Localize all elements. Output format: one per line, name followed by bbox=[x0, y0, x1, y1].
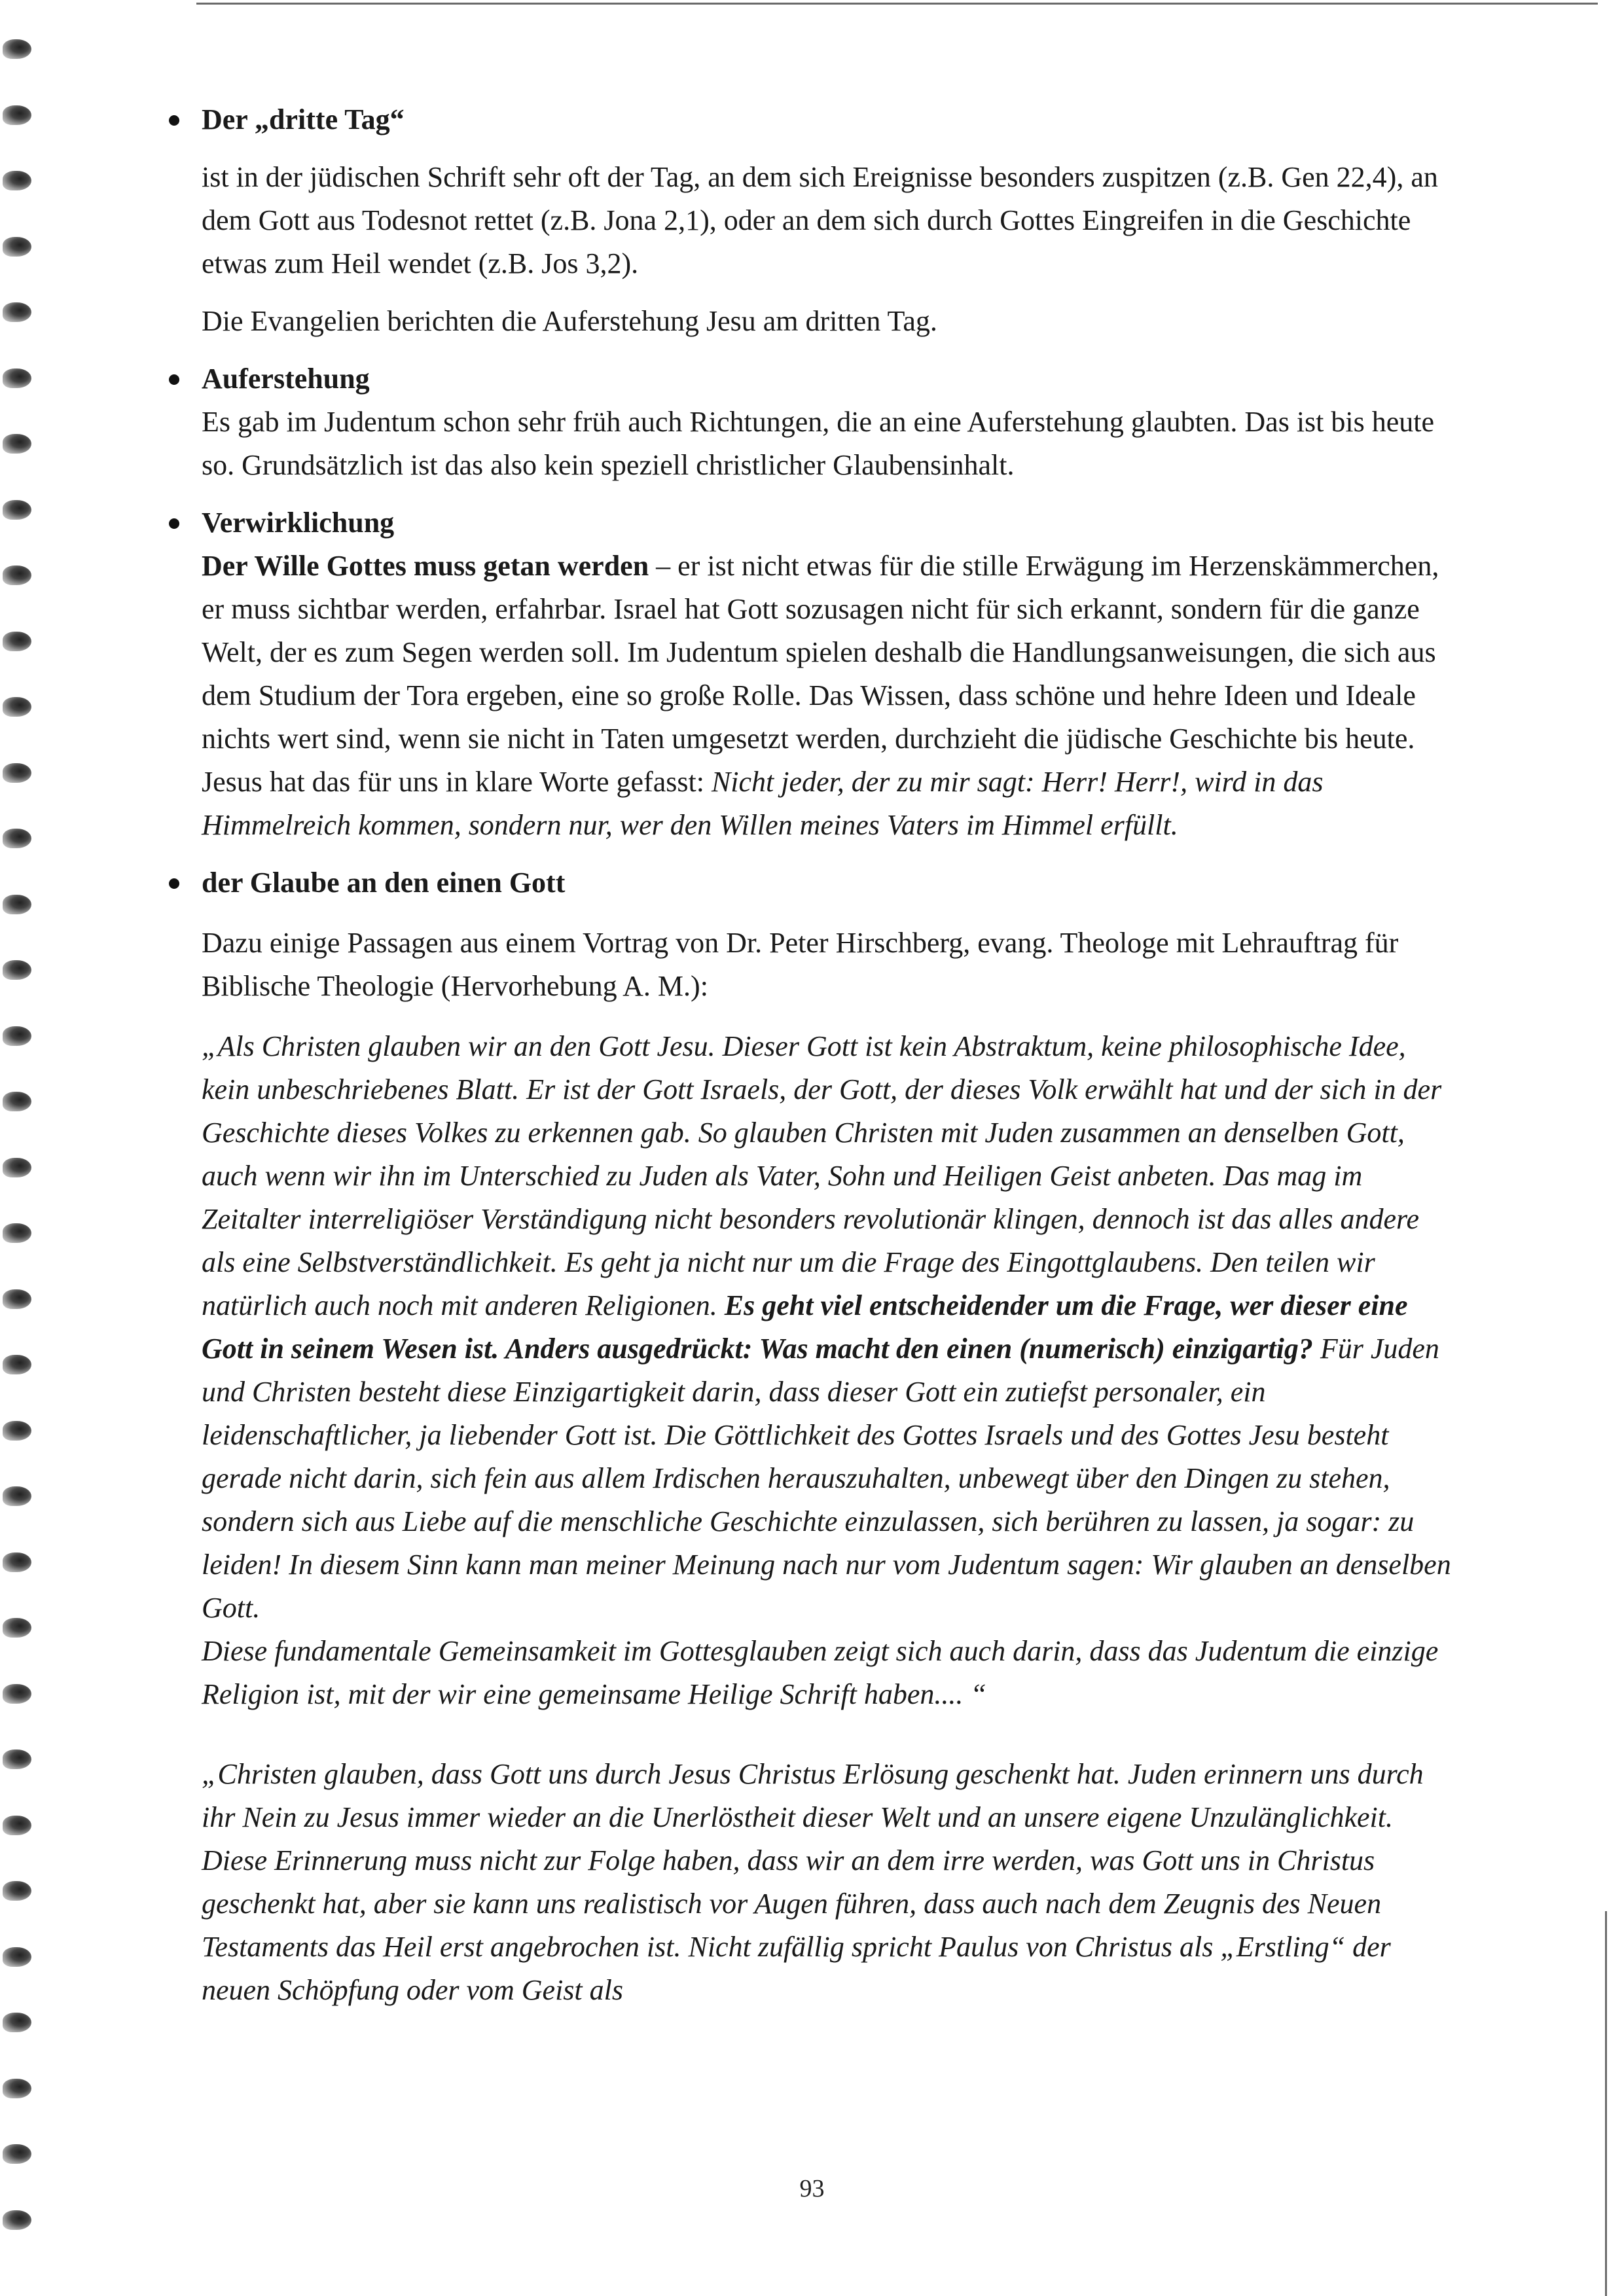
lead-bold: Der Wille Gottes muss getan werden bbox=[202, 550, 649, 582]
heading-text: Auferstehung bbox=[202, 363, 370, 395]
section-glaube-einen-gott bbox=[162, 861, 1452, 2012]
quote-text: Diese fundamentale Gemeinsamkeit im Gottesglauben zeigt sich auch darin, dass das Judentum die einzige Religion ist, mit der wir eine gemeinsame Heilige Schrift haben.... “ bbox=[202, 1635, 1439, 1710]
quote-block bbox=[162, 1025, 1452, 1716]
quote-emphasis: Es geht viel entscheidender um die Frage, wer dieser eine Gott in seinem Wesen ist. Anders ausgedrückt: Was macht den einen (numerisch) einzigartig? bbox=[202, 1289, 1408, 1365]
spiral-ring bbox=[3, 1684, 31, 1704]
page-content bbox=[162, 98, 1452, 2012]
spiral-ring bbox=[3, 302, 31, 322]
spiral-ring bbox=[3, 895, 31, 914]
spiral-ring bbox=[3, 1618, 31, 1638]
intro-paragraph: Dazu einige Passagen aus einem Vortrag von Dr. Peter Hirschberg, evang. Theologe mit Lehrauftrag für Biblische Theologie (Hervorhebung A. M.): bbox=[202, 927, 1399, 1002]
spiral-ring bbox=[3, 2144, 31, 2164]
spiral-ring bbox=[3, 237, 31, 257]
page-top-edge bbox=[196, 3, 1598, 5]
spiral-ring bbox=[3, 2210, 31, 2230]
section-verwirklichung bbox=[162, 501, 1452, 847]
spiral-ring bbox=[3, 1486, 31, 1506]
spiral-ring bbox=[3, 1026, 31, 1046]
spiral-ring bbox=[3, 1749, 31, 1769]
section-heading bbox=[162, 357, 1452, 401]
bullet-icon bbox=[169, 878, 179, 889]
spiral-ring bbox=[3, 1223, 31, 1243]
paragraph: Es gab im Judentum schon sehr früh auch Richtungen, die an eine Auferstehung glaubten. Das ist bis heute so. Grundsätzlich ist das also kein speziell christlicher Glaubensinhalt. bbox=[202, 406, 1435, 481]
paragraph bbox=[162, 545, 1452, 847]
spiral-ring bbox=[3, 434, 31, 454]
spiral-ring bbox=[3, 1092, 31, 1111]
spiral-ring bbox=[3, 960, 31, 980]
spiral-ring bbox=[3, 2079, 31, 2098]
spiral-ring bbox=[3, 565, 31, 585]
quote-block: „Christen glauben, dass Gott uns durch Jesus Christus Erlösung geschenkt hat. Juden erinnern uns durch ihr Nein zu Jesus immer wieder an die Unerlöstheit dieser Welt und an unsere eigene Unzulänglichkeit. Diese Erinnerung muss nicht zur Folge haben, dass wir an dem irre werden, was Gott uns in Christus geschenkt hat, aber sie kann uns realistisch vor Augen führen, dass auch nach dem Zeugnis des Neuen Testaments das Heil erst angebrochen ist. Nicht zufällig spricht Paulus von Christus als „Erstling“ der neuen Schöpfung oder vom Geist als bbox=[202, 1758, 1424, 2006]
section-dritter-tag bbox=[162, 98, 1452, 343]
quote-italic: Nicht jeder, der zu mir sagt: Herr! Herr!, wird in das Himmelreich kommen, sondern nur, wer den Willen meines Vaters im Himmel erfüllt. bbox=[202, 766, 1324, 841]
heading-text: Der „dritte Tag“ bbox=[202, 103, 405, 135]
spiral-ring bbox=[3, 1289, 31, 1309]
spiral-ring bbox=[3, 1816, 31, 1835]
spiral-ring bbox=[3, 368, 31, 388]
heading-text: der Glaube an den einen Gott bbox=[202, 867, 566, 899]
bullet-icon bbox=[169, 374, 179, 385]
spiral-ring bbox=[3, 1421, 31, 1441]
spiral-ring bbox=[3, 697, 31, 717]
section-heading bbox=[162, 98, 1452, 141]
bullet-icon bbox=[169, 518, 179, 529]
spiral-ring bbox=[3, 2013, 31, 2032]
paragraph: Die Evangelien berichten die Auferstehung Jesu am dritten Tag. bbox=[202, 305, 937, 337]
spiral-ring bbox=[3, 1158, 31, 1177]
spiral-ring bbox=[3, 1355, 31, 1374]
page-right-edge bbox=[1605, 1911, 1607, 2296]
spiral-ring bbox=[3, 1947, 31, 1967]
spiral-ring bbox=[3, 763, 31, 783]
paragraph: ist in der jüdischen Schrift sehr oft der Tag, an dem sich Ereignisse besonders zuspitzen (z.B. Gen 22,4), an dem Gott aus Todesnot rettet (z.B. Jona 2,1), oder an dem sich durch Gottes Eingreifen in die Geschichte etwas zum Heil wendet (z.B. Jos 3,2). bbox=[202, 161, 1438, 279]
spiral-ring bbox=[3, 829, 31, 848]
spiral-ring bbox=[3, 1881, 31, 1901]
section-heading bbox=[162, 861, 1452, 905]
spiral-binding bbox=[0, 39, 39, 2251]
spiral-ring bbox=[3, 171, 31, 190]
spiral-ring bbox=[3, 105, 31, 125]
spiral-ring bbox=[3, 500, 31, 520]
body-text: – er ist nicht etwas für die stille Erwägung im Herzenskämmerchen, er muss sichtbar werden, erfahrbar. Israel hat Gott sozusagen nicht für sich erkannt, sondern für die ganze Welt, der es zum Segen werden soll. Im Judentum spielen deshalb die Handlungsanweisungen, die sich aus dem Studium der Tora ergeben, eine so große Rolle. Das Wissen, dass schöne und hehre Ideen und Ideale nichts wert sind, wenn sie nicht in Taten umgesetzt werden, durchzieht die jüdische Geschichte bis heute. Jesus hat das für uns in klare Worte gefasst: bbox=[202, 550, 1439, 798]
quote-text: Für Juden und Christen besteht diese Einzigartigkeit darin, dass dieser Gott ein zutiefst personaler, ein leidenschaftlicher, ja liebender Gott ist. Die Göttlichkeit des Gottes Israels und des Gottes Jesu besteht gerade nicht darin, sich fein aus allem Irdischen herauszuhalten, unbewegt über den Dingen zu stehen, sondern sich aus Liebe auf die menschliche Geschichte einzulassen, sich berühren zu lassen, ja sogar: zu leiden! In diesem Sinn kann man meiner Meinung nach nur vom Judentum sagen: Wir glauben an denselben Gott. bbox=[202, 1333, 1451, 1624]
bullet-icon bbox=[169, 115, 179, 126]
spiral-ring bbox=[3, 39, 31, 59]
section-heading bbox=[162, 501, 1452, 545]
spiral-ring bbox=[3, 632, 31, 651]
spiral-ring bbox=[3, 1552, 31, 1572]
heading-text: Verwirklichung bbox=[202, 507, 395, 539]
quote-text: „Als Christen glauben wir an den Gott Jesu. Dieser Gott ist kein Abstraktum, keine philosophische Idee, kein unbeschriebenes Blatt. Er ist der Gott Israels, der Gott, der dieses Volk erwählt hat und der sich in der Geschichte dieses Volkes zu erkennen gab. So glauben Christen mit Juden zusammen an denselben Gott, auch wenn wir ihn im Unterschied zu Juden als Vater, Sohn und Heiligen Geist anbeten. Das mag im Zeitalter interreligiöser Verständigung nicht besonders revolutionär klingen, dennoch ist das alles andere als eine Selbstverständlichkeit. Es geht ja nicht nur um die Frage des Eingottglaubens. Den teilen wir natürlich auch noch mit anderen Religionen. bbox=[202, 1030, 1442, 1321]
page-number: 93 bbox=[799, 2175, 825, 2202]
section-auferstehung bbox=[162, 357, 1452, 487]
